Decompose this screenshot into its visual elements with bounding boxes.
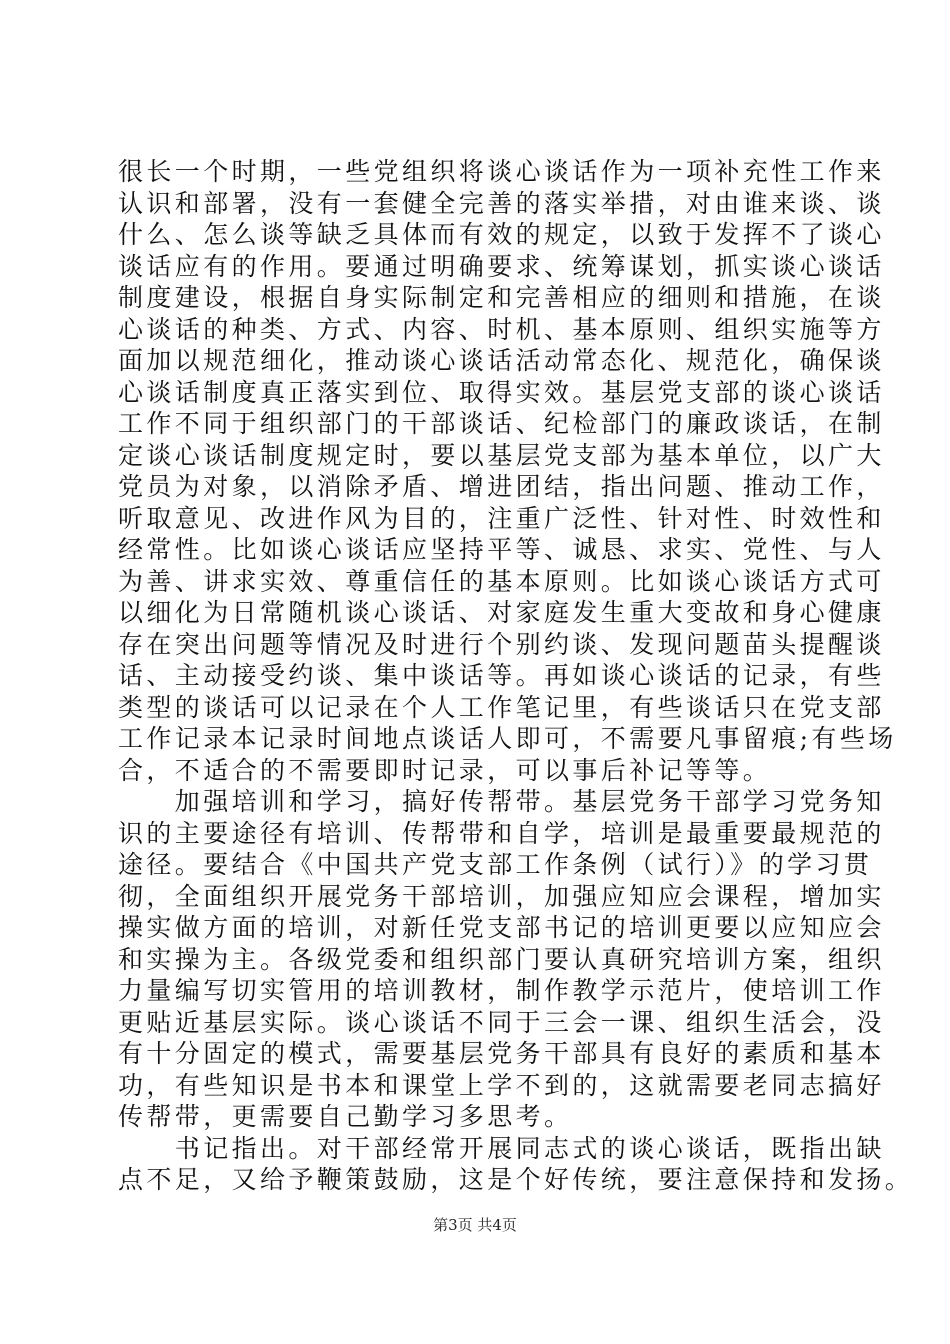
text-line: 话、主动接受约谈、集中谈话等。再如谈心谈话的记录，有些 — [118, 661, 885, 690]
text-line: 类型的谈话可以记录在个人工作笔记里，有些谈话只在党支部 — [118, 692, 885, 722]
text-line: 途径。要结合《中国共产党支部工作条例（试行）》的学习贯 — [118, 850, 873, 879]
text-line: 存在突出问题等情况及时进行个别约谈、发现问题苗头提醒谈 — [118, 629, 885, 659]
text-line: 工作记录本记录时间地点谈话人即可，不需要凡事留痕;有些场 — [118, 724, 897, 753]
text-line: 更贴近基层实际。谈心谈话不同于三会一课、组织生活会，没 — [118, 1007, 885, 1037]
text-line: 什么、怎么谈等缺乏具体而有效的规定，以致于发挥不了谈心 — [118, 220, 885, 249]
text-line: 面加以规范细化，推动谈心谈话活动常态化、规范化，确保谈 — [118, 346, 885, 375]
text-line: 传帮带，更需要自己勤学习多思考。 — [118, 1102, 573, 1131]
text-line: 点不足，又给予鞭策鼓励，这是个好传统，要注意保持和发扬。 — [118, 1165, 914, 1194]
page-footer: 第3页 共4页 — [433, 1216, 517, 1234]
text-line: 有十分固定的模式，需要基层党务干部具有良好的素质和基本 — [118, 1039, 885, 1068]
text-line: 定谈心谈话制度规定时，要以基层党支部为基本单位，以广大 — [118, 440, 885, 470]
text-line: 和实操为主。各级党委和组织部门要认真研究培训方案，组织 — [118, 944, 885, 974]
text-line: 工作不同于组织部门的干部谈话、纪检部门的廉政谈话，在制 — [118, 409, 885, 438]
text-line: 经常性。比如谈心谈话应坚持平等、诚恳、求实、党性、与人 — [118, 535, 885, 564]
text-line: 书记指出。对干部经常开展同志式的谈心谈话，既指出缺 — [118, 1133, 885, 1163]
text-line: 加强培训和学习，搞好传帮带。基层党务干部学习党务知 — [118, 787, 885, 816]
text-line: 为善、讲求实效、尊重信任的基本原则。比如谈心谈话方式可 — [118, 566, 885, 596]
body-text — [118, 156, 914, 1196]
text-line: 制度建设，根据自身实际制定和完善相应的细则和措施，在谈 — [118, 283, 885, 312]
text-line: 力量编写切实管用的培训教材，制作教学示范片，使培训工作 — [118, 976, 885, 1005]
text-line: 心谈话制度真正落实到位、取得实效。基层党支部的谈心谈话 — [118, 377, 885, 407]
text-line: 操实做方面的培训，对新任党支部书记的培训更要以应知应会 — [118, 913, 885, 942]
text-line: 谈话应有的作用。要通过明确要求、统筹谋划，抓实谈心谈话 — [118, 251, 885, 281]
text-line: 很长一个时期，一些党组织将谈心谈话作为一项补充性工作来 — [118, 157, 885, 186]
text-line: 认识和部署，没有一套健全完善的落实举措，对由谁来谈、谈 — [118, 188, 885, 218]
text-line: 识的主要途径有培训、传帮带和自学，培训是最重要最规范的 — [118, 818, 885, 848]
text-line: 功，有些知识是书本和课堂上学不到的，这就需要老同志搞好 — [118, 1070, 885, 1100]
text-line: 彻，全面组织开展党务干部培训，加强应知应会课程，增加实 — [118, 881, 885, 911]
text-line: 听取意见、改进作风为目的，注重广泛性、针对性、时效性和 — [118, 503, 885, 533]
text-line: 以细化为日常随机谈心谈话、对家庭发生重大变故和身心健康 — [118, 598, 885, 627]
text-line: 合，不适合的不需要即时记录，可以事后补记等等。 — [118, 755, 772, 785]
text-line: 党员为对象，以消除矛盾、增进团结，指出问题、推动工作， — [118, 472, 885, 501]
text-line: 心谈话的种类、方式、内容、时机、基本原则、组织实施等方 — [118, 314, 885, 344]
